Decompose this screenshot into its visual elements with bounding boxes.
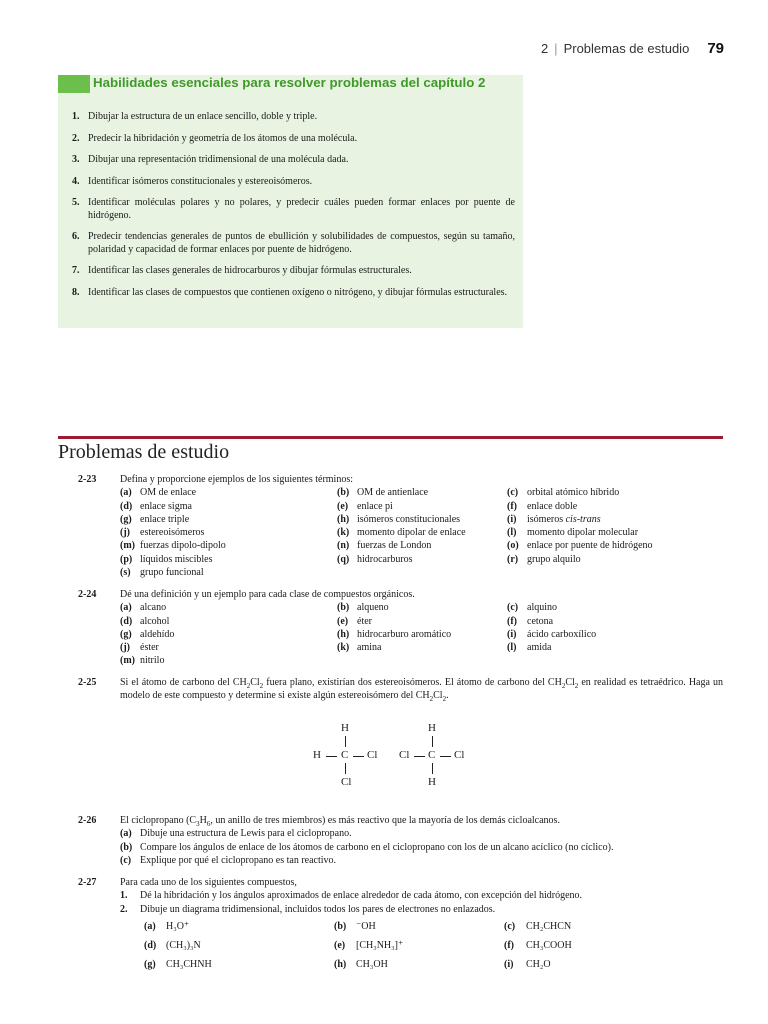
- problem-stem: El ciclopropano ($C_3H_6$, un anillo de tres miembros) es más reactivo que la mayoría de los demás cicloalcanos.: [120, 815, 560, 828]
- subquestion-list: [120, 827, 723, 867]
- bond-line: [440, 756, 451, 757]
- compound-item: (h) CH₃OH: [334, 959, 388, 971]
- term-item: (c) alquino: [507, 602, 557, 614]
- compound-item: (c) CH₂CHCN: [504, 920, 572, 932]
- bond-line: [432, 763, 433, 774]
- atom-label: Cl: [341, 776, 352, 788]
- term-item: (e) éter: [337, 615, 372, 627]
- step-item: 1. Dé la hibridación y los ángulos aproximados de enlace alrededor de cada átomo, con excepción del hidrógeno.: [120, 890, 583, 902]
- subquestion: (a) Dibuje una estructura de Lewis para el ciclopropano.: [120, 828, 352, 840]
- term-item: (l) amida: [507, 642, 552, 654]
- term-item: (k) amina: [337, 642, 382, 654]
- term-item: (e) enlace pi: [337, 500, 393, 512]
- problem-2-23: [58, 473, 723, 579]
- bond-line: [345, 736, 346, 747]
- compound-item: (f) CH₃COOH: [504, 940, 572, 952]
- skills-item: 7. Identificar las clases generales de hidrocarburos y dibujar fórmulas estructurales.: [72, 265, 412, 276]
- compound-item: (i) CH₂O: [504, 959, 551, 971]
- subquestion: (c) Explique por qué el ciclopropano es tan reactivo.: [120, 854, 337, 866]
- problem-stem: Si el átomo de carbono del $CH_2Cl_2$ fuera plano, existirían dos estereoisómeros. El átomo de carbono del $CH_2Cl_2$ en realidad es tetraédrico. Haga un modelo de este compuesto y determine si existe algún estereoisómero del $CH_2Cl_2$.: [120, 677, 723, 704]
- skills-item: 5. Identificar moléculas polares y no polares, y predecir cuáles pueden formar enlaces por puente de hidrógeno.: [72, 197, 515, 221]
- term-item: (m) fuerzas dipolo-dipolo: [120, 540, 226, 552]
- term-item: (n) fuerzas de London: [337, 540, 432, 552]
- atom-label: H: [428, 776, 436, 788]
- term-item: (g) enlace triple: [120, 513, 190, 525]
- skills-list: [72, 111, 515, 308]
- skills-item: 3. Dibujar una representación tridimensional de una molécula dada.: [72, 154, 349, 165]
- atom-label: H: [341, 722, 349, 734]
- bond-line: [326, 756, 337, 757]
- term-item: (s) grupo funcional: [120, 567, 204, 579]
- term-item: (l) momento dipolar molecular: [507, 527, 639, 539]
- step-list: [120, 889, 723, 916]
- compound-grid: [144, 920, 723, 972]
- problem-number: 2-27: [78, 877, 97, 888]
- term-item: (c) orbital atómico híbrido: [507, 487, 620, 499]
- problem-number: 2-26: [78, 815, 97, 826]
- page-number: 79: [707, 40, 724, 57]
- problem-2-25: [58, 676, 723, 703]
- skills-item: 6. Predecir tendencias generales de puntos de ebullición y solubilidades de compuestos, según su tamaño, polaridad y capacidad de formar enlaces por puente de hidrógeno.: [72, 231, 515, 255]
- term-item: (f) enlace doble: [507, 500, 578, 512]
- compound-item: (e) [CH₃NH₃]⁺: [334, 940, 404, 952]
- skills-box: [58, 75, 523, 328]
- compound-item: (a) H₃O⁺: [144, 920, 190, 932]
- term-item: (d) alcohol: [120, 615, 170, 627]
- term-item: (j) éster: [120, 642, 159, 654]
- bond-line: [414, 756, 425, 757]
- compound-item: (b) ⁻OH: [334, 920, 376, 932]
- bond-line: [353, 756, 364, 757]
- atom-label: Cl: [454, 749, 465, 761]
- chapter-number: 2: [540, 41, 549, 56]
- term-item: (p) líquidos miscibles: [120, 553, 213, 565]
- term-item: (d) enlace sigma: [120, 500, 192, 512]
- atom-label: H: [428, 722, 436, 734]
- section-title: Problemas de estudio: [58, 441, 230, 463]
- term-item: (m) nitrilo: [120, 655, 165, 667]
- bond-line: [432, 736, 433, 747]
- term-item: (b) OM de antienlace: [337, 487, 429, 499]
- term-item: (r) grupo alquilo: [507, 553, 581, 565]
- skills-item: 1. Dibujar la estructura de un enlace sencillo, doble y triple.: [72, 111, 318, 122]
- term-grid: [120, 486, 723, 579]
- atom-label: Cl: [367, 749, 378, 761]
- running-header: [541, 40, 724, 57]
- term-item: (g) aldehído: [120, 628, 175, 640]
- problem-2-24: [58, 588, 723, 668]
- skills-title: Habilidades esenciales para resolver problemas del capítulo 2: [93, 75, 486, 90]
- atom-label: H: [313, 749, 321, 761]
- bond-line: [345, 763, 346, 774]
- problem-stem: Dé una definición y un ejemplo para cada clase de compuestos orgánicos.: [120, 589, 415, 600]
- problem-2-27: [58, 876, 723, 972]
- step-item: 2. Dibuje un diagrama tridimensional, incluidos todos los pares de electrones no enlazados.: [120, 903, 496, 915]
- problem-stem: Para cada uno de los siguientes compuestos,: [120, 877, 297, 888]
- term-item: (i) ácido carboxílico: [507, 628, 597, 640]
- atom-label: C: [428, 749, 436, 761]
- section-rule: [58, 436, 723, 439]
- term-item: (a) OM de enlace: [120, 487, 197, 499]
- skills-item: 8. Identificar las clases de compuestos que contienen oxígeno o nitrógeno, y dibujar fórmulas estructurales.: [72, 286, 508, 298]
- term-grid: [120, 601, 723, 667]
- lewis-structures: [300, 722, 520, 794]
- compound-item: (d) (CH₃)₃N: [144, 940, 201, 952]
- term-item: (i) isómeros cis-trans: [507, 513, 601, 525]
- skills-item: 4. Identificar isómeros constitucionales y estereoisómeros.: [72, 175, 313, 187]
- problem-stem: Defina y proporcione ejemplos de los siguientes términos:: [120, 474, 354, 485]
- problem-number: 2-23: [78, 474, 97, 485]
- subquestion: (b) Compare los ángulos de enlace de los átomos de carbono en el ciclopropano con los de un alcano acíclico (no cíclico).: [120, 841, 614, 853]
- term-item: (j) estereoisómeros: [120, 527, 205, 539]
- header-separator: |: [554, 41, 558, 56]
- term-item: (f) cetona: [507, 615, 554, 627]
- term-item: (k) momento dipolar de enlace: [337, 527, 466, 539]
- header-section: Problemas de estudio: [563, 41, 690, 56]
- problem-number: 2-24: [78, 589, 97, 600]
- term-item: (o) enlace por puente de hidrógeno: [507, 540, 653, 552]
- term-item: (h) hidrocarburo aromático: [337, 628, 452, 640]
- problem-2-26: [58, 814, 723, 867]
- atom-label: C: [341, 749, 349, 761]
- term-item: (h) isómeros constitucionales: [337, 513, 461, 525]
- skills-accent-bar: [58, 75, 90, 93]
- term-item: (a) alcano: [120, 602, 167, 614]
- problem-number: 2-25: [78, 677, 97, 688]
- compound-item: (g) CH₃CHNH: [144, 959, 212, 971]
- term-item: (q) hidrocarburos: [337, 553, 413, 565]
- skills-item: 2. Predecir la hibridación y geometría de los átomos de una molécula.: [72, 132, 358, 144]
- term-item: (b) alqueno: [337, 602, 389, 614]
- atom-label: Cl: [399, 749, 410, 761]
